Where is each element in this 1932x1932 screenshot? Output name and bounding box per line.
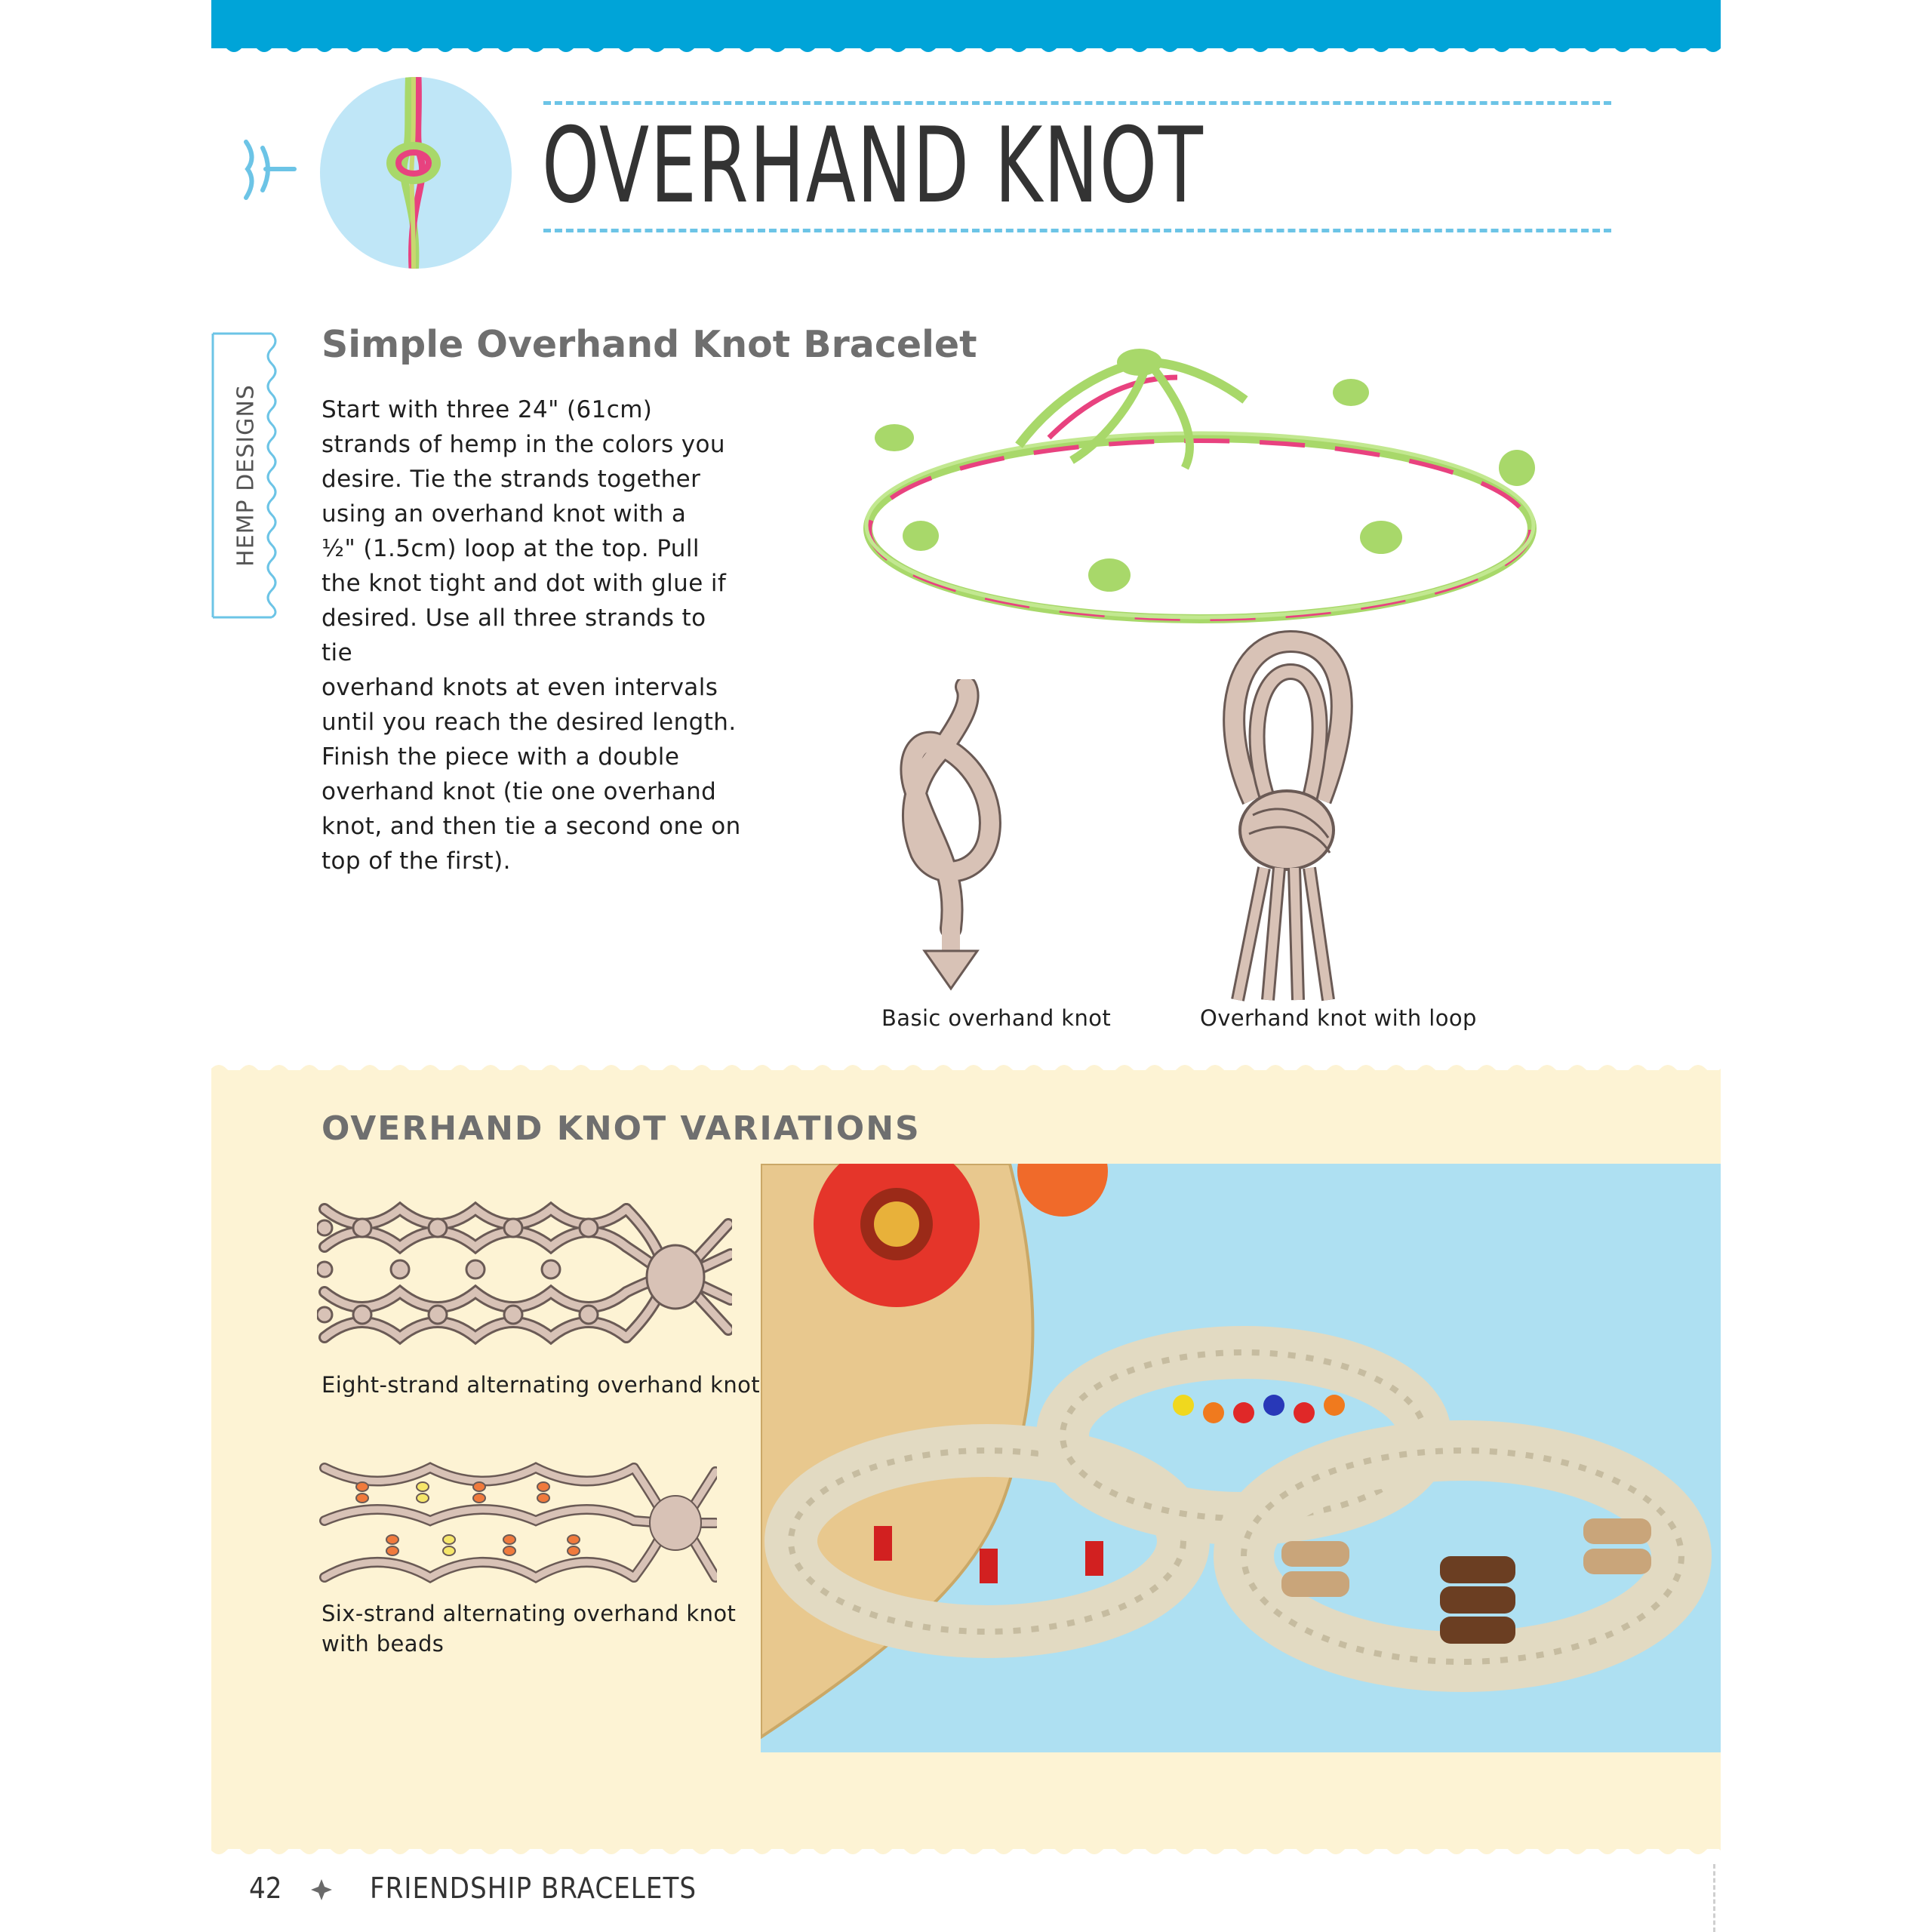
top-band-wave	[211, 42, 1721, 59]
caption-line: Six-strand alternating overhand knot	[321, 1601, 737, 1626]
page-edge-rule	[1713, 1864, 1715, 1932]
caption-basic-knot: Basic overhand knot	[881, 1005, 1112, 1031]
caption-six-strand	[321, 1598, 736, 1659]
book-title: FRIENDSHIP BRACELETS	[370, 1872, 697, 1905]
instruction-line: strands of hemp in the colors you	[321, 431, 725, 458]
hero-knot-photo	[320, 77, 512, 269]
caption-eight-strand: Eight-strand alternating overhand knot	[321, 1372, 761, 1398]
instruction-line: the knot tight and dot with glue if	[321, 570, 727, 597]
bracelet-photo	[823, 332, 1562, 649]
instruction-line: overhand knots at even intervals	[321, 674, 718, 701]
page-title: OVERHAND KNOT	[542, 105, 1204, 226]
caption-line: with beads	[321, 1631, 445, 1657]
section-heading: Simple Overhand Knot Bracelet	[321, 323, 977, 366]
panel-wave-top	[211, 1058, 1721, 1076]
instruction-line: overhand knot (tie one overhand	[321, 778, 717, 805]
star-icon	[309, 1878, 334, 1902]
instruction-line: using an overhand knot with a	[321, 500, 687, 528]
instructions-text	[321, 392, 744, 878]
panel-wave-bottom	[211, 1843, 1721, 1861]
instruction-line: Start with three 24" (61cm)	[321, 396, 653, 423]
instruction-line: desired. Use all three strands to tie	[321, 605, 706, 666]
beaded-bracelets-photo	[761, 1164, 1721, 1752]
eight-strand-knot-diagram	[317, 1194, 732, 1360]
instruction-line: Finish the piece with a double	[321, 743, 680, 771]
chevron-icon	[240, 136, 300, 204]
instruction-line: until you reach the desired length.	[321, 709, 737, 736]
basic-overhand-knot-diagram	[891, 679, 1019, 996]
instruction-line: ½" (1.5cm) loop at the top. Pull	[321, 535, 700, 562]
title-rule-bottom	[543, 229, 1611, 232]
instruction-line: desire. Tie the strands together	[321, 466, 701, 493]
overhand-knot-with-loop-diagram	[1208, 626, 1374, 1004]
page-number: 42	[249, 1872, 282, 1905]
six-strand-beaded-knot-diagram	[317, 1457, 717, 1589]
side-tab-label: HEMP DESIGNS	[232, 384, 260, 567]
variations-heading: OVERHAND KNOT VARIATIONS	[321, 1109, 921, 1148]
instruction-line: knot, and then tie a second one on	[321, 813, 741, 840]
instruction-line: top of the first).	[321, 848, 511, 875]
top-color-band	[211, 0, 1721, 48]
caption-knot-with-loop: Overhand knot with loop	[1200, 1005, 1477, 1031]
